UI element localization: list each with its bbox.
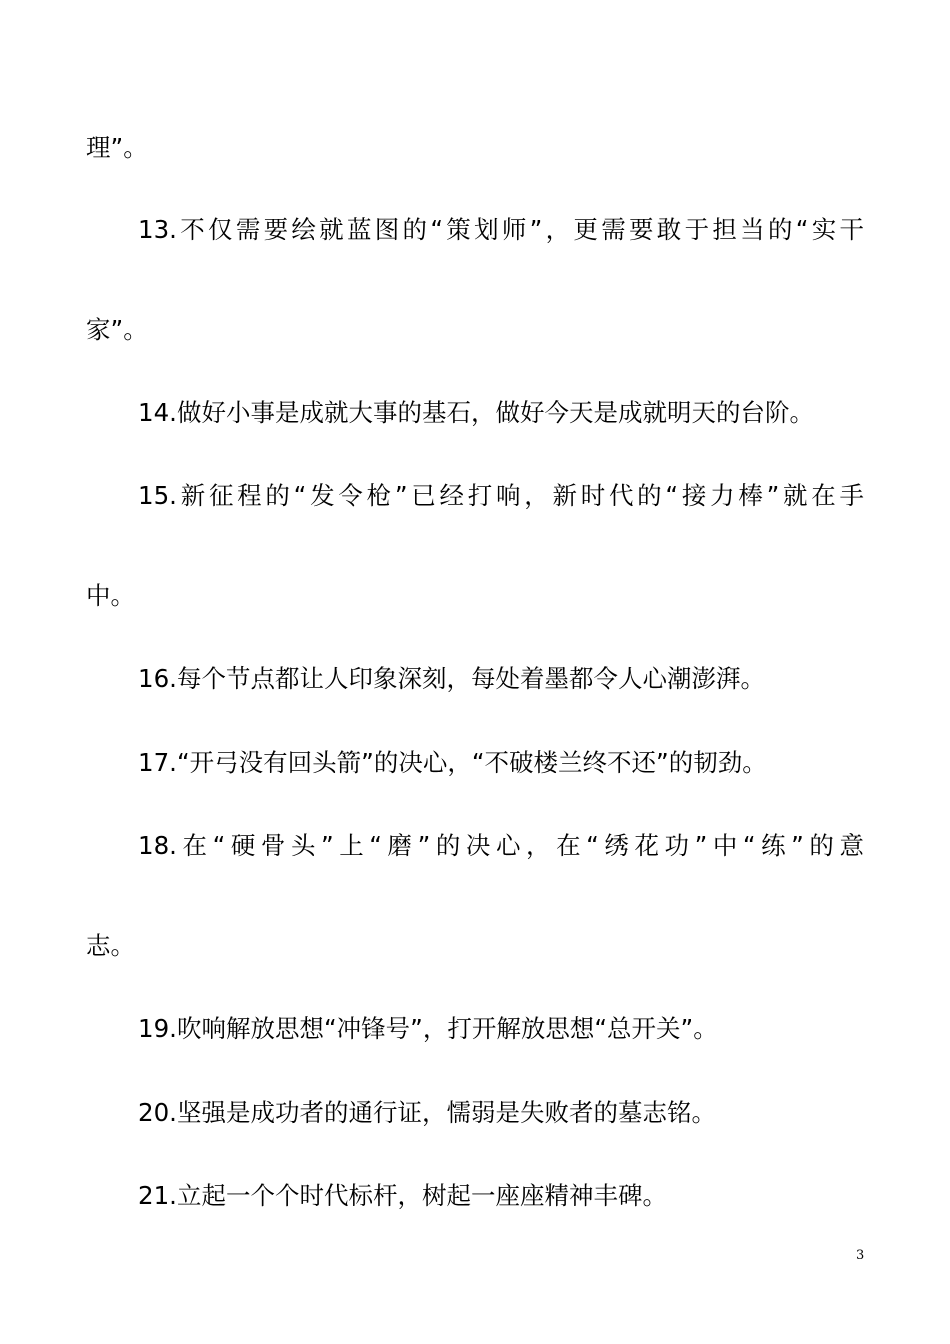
text-line-item-15: 15.新征程的“发令枪”已经打响，新时代的“接力棒”就在手 (138, 481, 864, 510)
text-line-item-17: 17.“开弓没有回头箭”的决心，“不破楼兰终不还”的韧劲。 (138, 748, 767, 777)
text-line-item-19: 19.吹响解放思想“冲锋号”，打开解放思想“总开关”。 (138, 1014, 718, 1043)
text-line-item-16: 16.每个节点都让人印象深刻，每处着墨都令人心潮澎湃。 (138, 664, 765, 693)
text-line-item-18: 18.在“硬骨头”上“磨”的决心，在“绣花功”中“练”的意 (138, 831, 864, 860)
text-line-continuation-13: 家”。 (86, 315, 148, 344)
text-line-item-14: 14.做好小事是成就大事的基石，做好今天是成就明天的台阶。 (138, 398, 814, 427)
text-line-continuation-15: 中。 (86, 581, 135, 610)
text-line-item-13: 13.不仅需要绘就蓝图的“策划师”，更需要敢于担当的“实干 (138, 215, 864, 244)
text-line-item-20: 20.坚强是成功者的通行证，懦弱是失败者的墓志铭。 (138, 1098, 716, 1127)
page-number: 3 (856, 1248, 865, 1263)
text-line-continuation-18: 志。 (86, 931, 135, 960)
text-line-continuation-12: 理”。 (86, 133, 148, 162)
text-line-item-21: 21.立起一个个时代标杆，树起一座座精神丰碑。 (138, 1181, 667, 1210)
